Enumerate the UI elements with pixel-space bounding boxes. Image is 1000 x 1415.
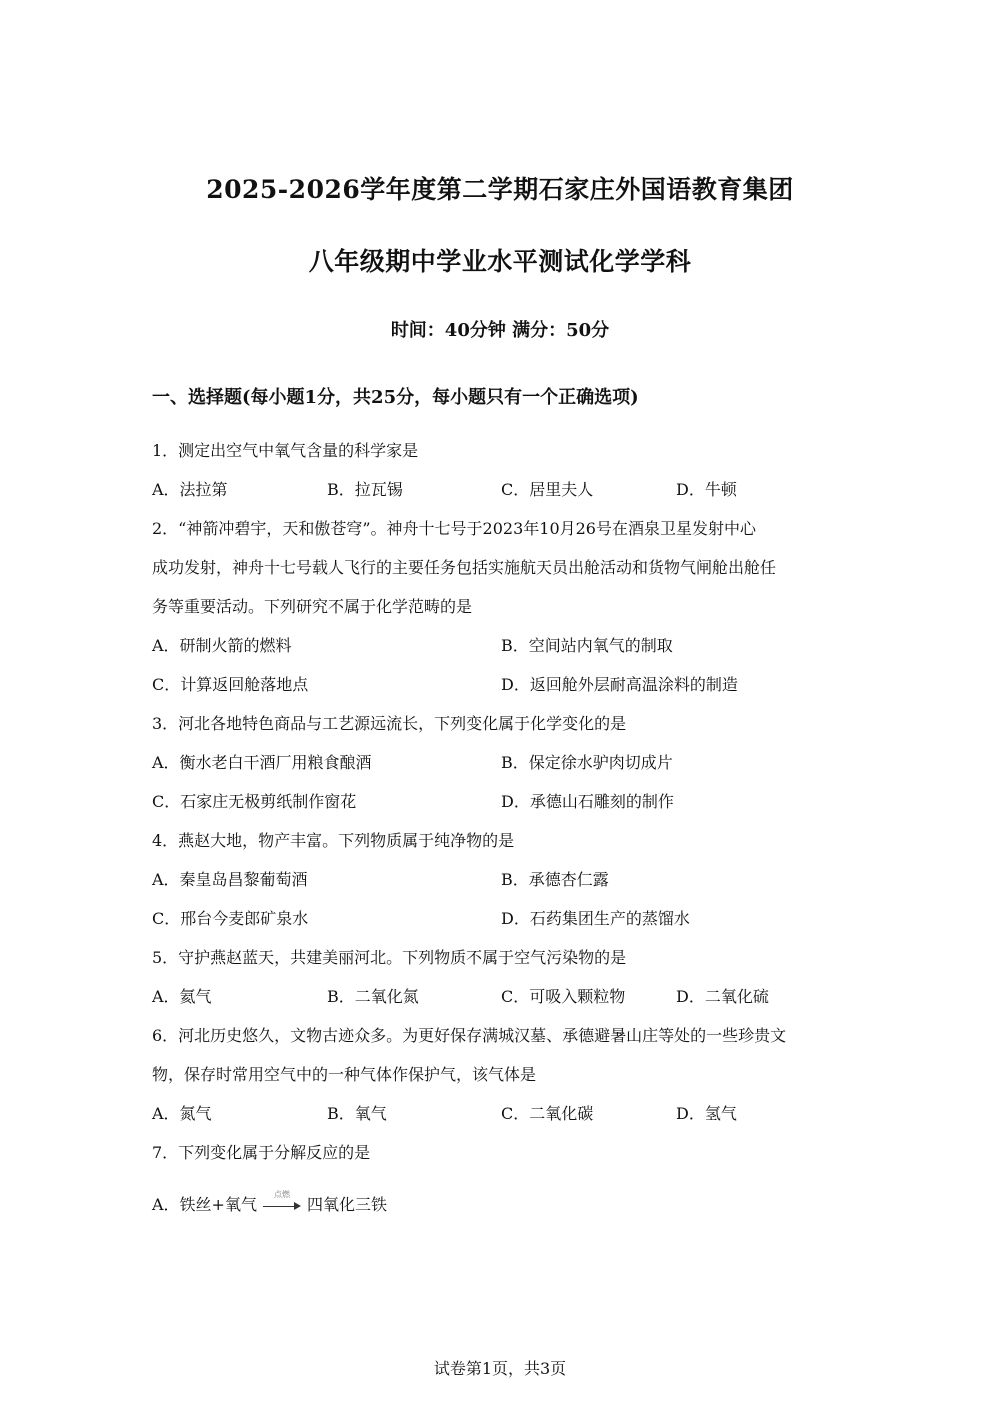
question-6-stem-line1: 6．河北历史悠久，文物古迹众多。为更好保存满城汉墓、承德避暑山庄等处的一些珍贵文	[152, 1026, 787, 1045]
question-6-option-d: D．氢气	[676, 1104, 737, 1123]
question-4-stem: 4．燕赵大地，物产丰富。下列物质属于纯净物的是	[152, 831, 515, 850]
question-5-option-b: B．二氧化氮	[327, 987, 419, 1006]
question-3-option-b: B．保定徐水驴肉切成片	[501, 753, 673, 772]
section-heading: 一、选择题(每小题1分，共25分，每小题只有一个正确选项)	[152, 387, 639, 408]
question-6-option-a: A．氮气	[152, 1104, 212, 1123]
question-1-option-c: C．居里夫人	[501, 480, 594, 499]
question-6-stem-line2: 物，保存时常用空气中的一种气体作保护气，该气体是	[152, 1065, 537, 1084]
exam-title-line1: 2025-2026学年度第二学期石家庄外国语教育集团	[206, 175, 794, 204]
question-2-option-b: B．空间站内氧气的制取	[501, 636, 673, 655]
exam-time-info: 时间：40分钟 满分：50分	[390, 320, 610, 341]
question-3-option-a: A．衡水老白干酒厂用粮食酿酒	[152, 753, 372, 772]
question-4-option-c: C．邢台今麦郎矿泉水	[152, 909, 309, 928]
exam-title-line2: 八年级期中学业水平测试化学学科	[308, 247, 692, 276]
question-4-option-a: A．秦皇岛昌黎葡萄酒	[152, 870, 308, 889]
question-2-option-a: A．研制火箭的燃料	[152, 636, 292, 655]
question-1-stem: 1．测定出空气中氧气含量的科学家是	[152, 441, 419, 460]
question-7-option-a	[152, 1189, 387, 1215]
question-5-stem: 5．守护燕赵蓝天，共建美丽河北。下列物质不属于空气污染物的是	[152, 948, 627, 967]
question-4-option-d: D．石药集团生产的蒸馏水	[501, 909, 690, 928]
question-2-stem-line2: 成功发射，神舟十七号载人飞行的主要任务包括实施航天员出舱活动和货物气闸舱出舱任	[152, 558, 777, 577]
question-2-option-d: D．返回舱外层耐高温涂料的制造	[501, 675, 738, 694]
reaction-arrow-icon	[261, 1189, 303, 1214]
question-3-stem: 3．河北各地特色商品与工艺源远流长，下列变化属于化学变化的是	[152, 714, 627, 733]
question-5-option-c: C．可吸入颗粒物	[501, 987, 626, 1006]
question-3-option-c: C．石家庄无极剪纸制作窗花	[152, 792, 357, 811]
question-6-option-c: C．二氧化碳	[501, 1104, 594, 1123]
option-a-product: 四氧化三铁	[306, 1195, 387, 1214]
question-7-stem: 7．下列变化属于分解反应的是	[152, 1143, 371, 1162]
option-a-reactants: A．铁丝+氧气	[152, 1195, 257, 1214]
question-1-option-d: D．牛顿	[676, 480, 737, 499]
question-4-option-b: B．承德杏仁露	[501, 870, 609, 889]
question-5-option-d: D．二氧化硫	[676, 987, 769, 1006]
question-3-option-d: D．承德山石雕刻的制作	[501, 792, 674, 811]
question-6-option-b: B．氧气	[327, 1104, 387, 1123]
question-2-stem-line3: 务等重要活动。下列研究不属于化学范畴的是	[152, 597, 473, 616]
reaction-condition: 点燃	[273, 1189, 290, 1199]
question-1-option-a: A．法拉第	[152, 480, 228, 499]
question-1-option-b: B．拉瓦锡	[327, 480, 403, 499]
question-5-option-a: A．氦气	[152, 987, 212, 1006]
question-2-stem-line1: 2．“神箭冲碧宇，天和傲苍穹”。神舟十七号于2023年10月26号在酒泉卫星发射中心	[152, 519, 756, 538]
question-2-option-c: C．计算返回舱落地点	[152, 675, 309, 694]
page-footer: 试卷第1页，共3页	[433, 1359, 567, 1378]
